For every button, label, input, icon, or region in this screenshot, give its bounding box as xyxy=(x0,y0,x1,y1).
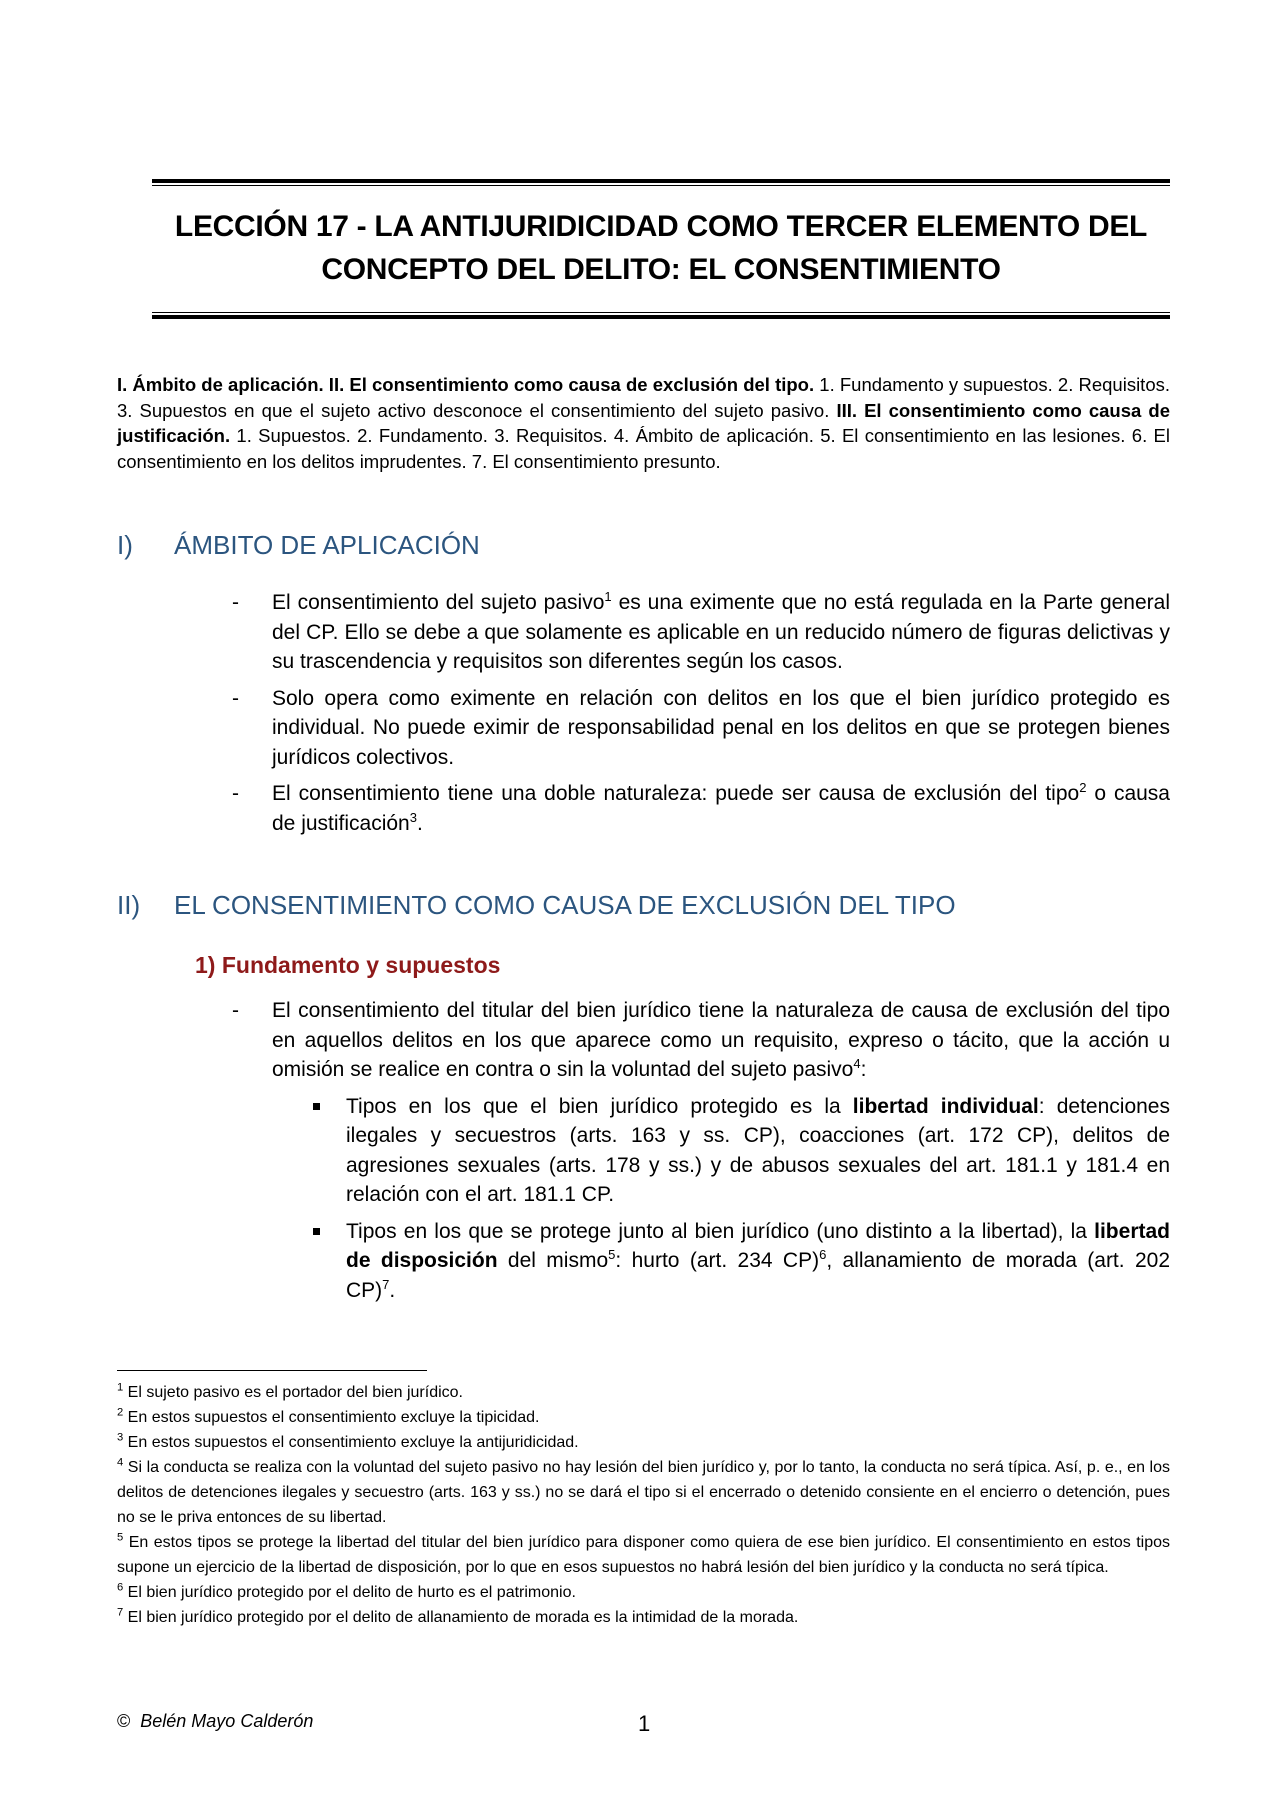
section-number: II) xyxy=(117,890,141,920)
title-line-1: LECCIÓN 17 - LA ANTIJURIDICIDAD COMO TERCER ELEMENTO DEL xyxy=(174,210,1148,243)
item-text: es una eximente que no está regulada en la Parte general del CP. Ello se debe a que solamente es aplicable en un reducido número de figuras delictivas y su trascendencia y requisitos son diferentes según los casos. xyxy=(272,591,1170,673)
footnote-text: Si la conducta se realiza con la voluntad del sujeto pasivo no hay lesión del bien jurídico y, por lo tanto, la conducta no será típica. Así, p. e., en los delitos de detenciones ilegales y secuestro (arts. 163 y ss.) no se dará el tipo si el encerrado o detenido consiente en el encierro o detención, pues no se le priva entonces de su libertad. xyxy=(117,1459,1170,1526)
square-bullet-icon xyxy=(313,1228,320,1235)
dash-marker: - xyxy=(232,782,239,805)
bullet-item xyxy=(308,1092,1170,1210)
section2-list xyxy=(232,996,1170,1312)
section-title: EL CONSENTIMIENTO COMO CAUSA DE EXCLUSIÓN DEL TIPO xyxy=(174,890,956,920)
bullet-bold: libertad individual xyxy=(852,1094,1039,1118)
bullet-text: : detenciones ilegales y secuestros (arts. 163 y ss. CP), coacciones (art. 172 CP), delitos de agresiones sexuales (arts. 178 y ss.) y de abusos sexuales del art. 181.1 y 181.4 en relación con el art. 181.1 CP. xyxy=(346,1094,1170,1206)
item-text: o causa de justificación xyxy=(272,782,1170,835)
footnote-ref[interactable]: 2 xyxy=(1079,780,1087,795)
footnote-text: El bien jurídico protegido por el delito de hurto es el patrimonio. xyxy=(123,1584,576,1601)
summary-bold-1: I. Ámbito de aplicación. II. El consentimiento como causa de exclusión del tipo. xyxy=(117,374,815,395)
item-text: El consentimiento tiene una doble naturaleza: puede ser causa de exclusión del tipo xyxy=(272,782,1080,805)
footnotes xyxy=(117,1380,1170,1630)
footnote-text: En estos tipos se protege la libertad del titular del bien jurídico para disponer como quiera de ese bien jurídico. El consentimiento en estos tipos supone un ejercicio de la libertad de disposición, por lo que en esos supuestos no habrá lesión del bien jurídico y la conducta no será típica. xyxy=(117,1534,1170,1576)
dash-marker: - xyxy=(232,591,239,614)
square-bullet-icon xyxy=(313,1103,320,1110)
subsection-heading: 1) Fundamento y supuestos xyxy=(195,952,501,978)
bullet-text: Tipos en los que el bien jurídico protegido es la xyxy=(346,1094,853,1118)
bullet-bold: libertad de disposición xyxy=(346,1219,1170,1272)
bullet-item xyxy=(308,1217,1170,1306)
footnote-ref[interactable]: 5 xyxy=(608,1247,616,1262)
footnote-number: 3 xyxy=(117,1431,124,1444)
footnote-text: El sujeto pasivo es el portador del bien jurídico. xyxy=(123,1384,463,1401)
footnote xyxy=(117,1430,1170,1455)
dash-marker: - xyxy=(232,686,239,710)
title-rule-top xyxy=(152,179,1170,186)
title-rule-bottom xyxy=(152,312,1170,319)
item-text: : xyxy=(860,1058,867,1081)
footnote xyxy=(117,1405,1170,1430)
page-title xyxy=(152,205,1170,291)
dash-marker: - xyxy=(232,999,239,1022)
list-item xyxy=(232,588,1170,677)
footnote xyxy=(117,1380,1170,1405)
footnote-ref[interactable]: 4 xyxy=(853,1056,861,1071)
author-name: Belén Mayo Calderón xyxy=(140,1711,314,1731)
footnote-text: En estos supuestos el consentimiento excluye la tipicidad. xyxy=(123,1409,540,1426)
title-line-2: CONCEPTO DEL DELITO: EL CONSENTIMIENTO xyxy=(321,253,1001,286)
summary-text-2: 1. Supuestos. 2. Fundamento. 3. Requisitos. 4. Ámbito de aplicación. 5. El consentimiento en las lesiones. 6. El consentimiento en los delitos imprudentes. 7. El consentimiento presunto. xyxy=(117,425,1170,472)
footnote-divider xyxy=(117,1370,427,1371)
lesson-summary xyxy=(117,372,1170,474)
footnote-text: En estos supuestos el consentimiento excluye la antijuridicidad. xyxy=(123,1434,579,1451)
item-text: El consentimiento del titular del bien jurídico tiene la naturaleza de causa de exclusión del tipo en aquellos delitos en los que aparece como un requisito, expreso o tácito, que la acción u omisión se realice en contra o sin la voluntad del sujeto pasivo xyxy=(272,999,1170,1081)
footnote-text: El bien jurídico protegido por el delito de allanamiento de morada es la intimidad de la morada. xyxy=(123,1609,799,1626)
item-text: Solo opera como eximente en relación con delitos en los que el bien jurídico protegido es individual. No puede eximir de responsabilidad penal en los delitos en que se protegen bienes jurídicos colectivos. xyxy=(272,686,1170,769)
footnote-number: 4 xyxy=(117,1456,124,1469)
footnote xyxy=(117,1455,1170,1530)
footnote xyxy=(117,1580,1170,1605)
footnote-number: 7 xyxy=(117,1606,124,1619)
list-item xyxy=(232,779,1170,838)
section1-list xyxy=(232,588,1170,845)
bullet-list xyxy=(272,1092,1170,1306)
section-heading-1 xyxy=(117,530,480,561)
footnote-ref[interactable]: 1 xyxy=(604,589,612,604)
item-text: . xyxy=(417,811,423,835)
footer-author xyxy=(117,1711,313,1732)
footnote-number: 6 xyxy=(117,1581,124,1594)
bullet-text: : hurto (art. 234 CP) xyxy=(615,1249,820,1272)
footnote-number: 2 xyxy=(117,1406,124,1419)
copyright-icon: © xyxy=(117,1711,131,1731)
list-item xyxy=(232,996,1170,1305)
section-heading-2 xyxy=(117,890,956,921)
footnote xyxy=(117,1530,1170,1580)
section-title: ÁMBITO DE APLICACIÓN xyxy=(174,530,480,560)
bullet-text: del mismo xyxy=(497,1249,609,1272)
footnote-ref[interactable]: 7 xyxy=(382,1276,390,1292)
footnote-ref[interactable]: 3 xyxy=(409,809,417,825)
footnote-number: 1 xyxy=(117,1381,124,1394)
bullet-text: , allanamiento de morada (art. 202 CP) xyxy=(346,1249,1170,1302)
page-number: 1 xyxy=(638,1711,651,1736)
summary-bold-2: III. El consentimiento como causa de justificación. xyxy=(117,399,1170,446)
bullet-text: Tipos en los que se protege junto al bien jurídico (uno distinto a la libertad), la xyxy=(346,1219,1095,1243)
footnote-number: 5 xyxy=(117,1531,124,1544)
footnote-ref[interactable]: 6 xyxy=(819,1247,827,1262)
list-item xyxy=(232,684,1170,773)
item-text: El consentimiento del sujeto pasivo xyxy=(272,591,605,614)
title-block xyxy=(152,179,1170,319)
bullet-text: . xyxy=(389,1278,396,1302)
summary-text-1: 1. Fundamento y supuestos. 2. Requisitos. 3. Supuestos en que el sujeto activo desconoce el consentimiento del sujeto pasivo. xyxy=(117,374,1171,421)
footnote xyxy=(117,1605,1170,1630)
section-number: I) xyxy=(117,530,133,560)
